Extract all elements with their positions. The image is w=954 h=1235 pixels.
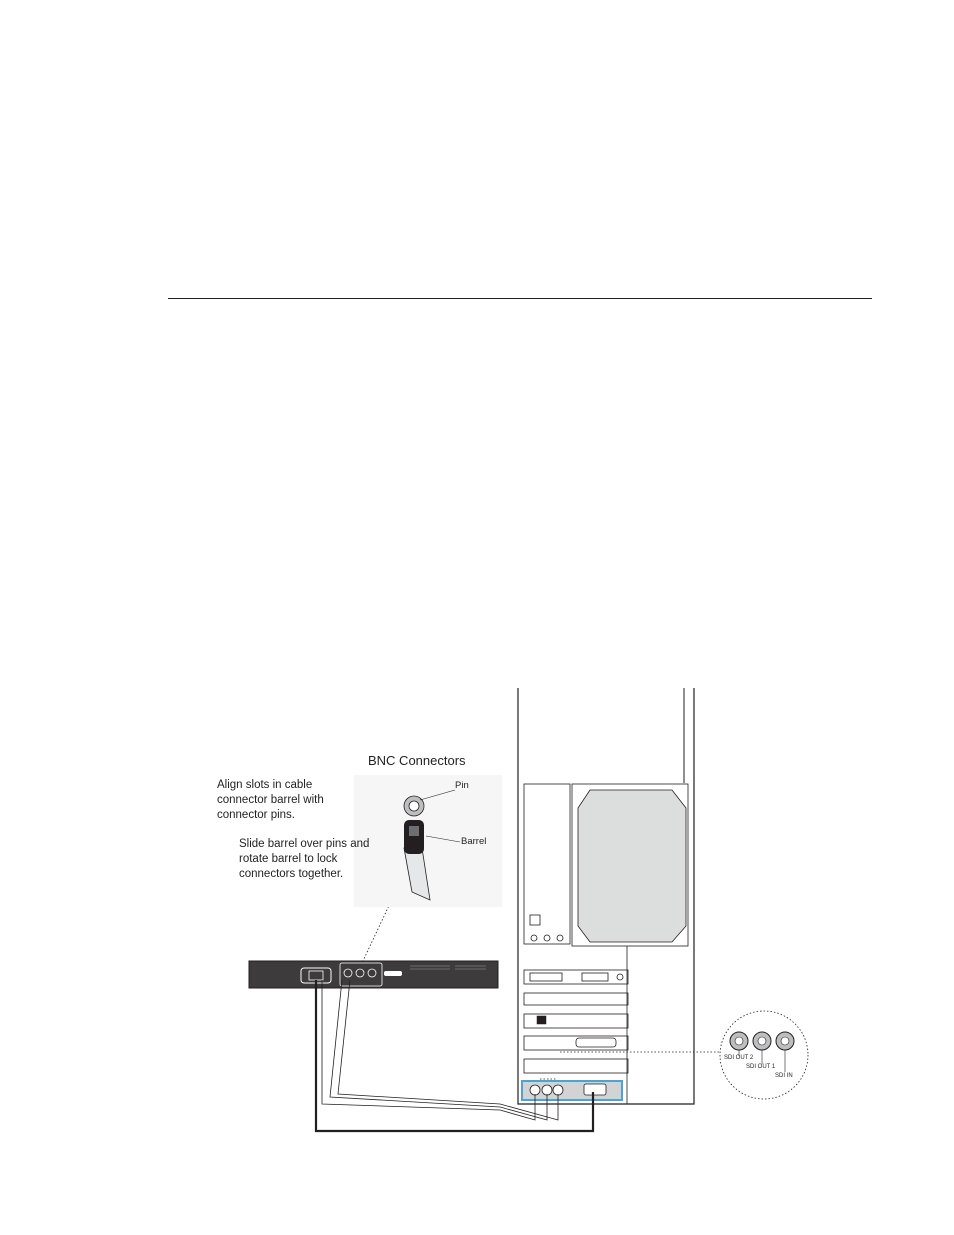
pin-label: Pin bbox=[455, 780, 469, 791]
sdi-in-label: SDI IN bbox=[775, 1073, 793, 1079]
instruction-slide: Slide barrel over pins and rotate barrel to lock connectors together. bbox=[239, 838, 370, 880]
cables bbox=[316, 980, 593, 1131]
bnc-port-icon bbox=[553, 1085, 563, 1095]
bnc-cable bbox=[330, 980, 547, 1120]
bnc-port-icon bbox=[530, 1085, 540, 1095]
barrel-label: Barrel bbox=[461, 836, 487, 847]
barrel-icon bbox=[404, 820, 424, 854]
sdi-out-1-label: SDI OUT 1 bbox=[746, 1064, 776, 1070]
computer-rear-panel bbox=[518, 688, 694, 1104]
video-card-bracket bbox=[522, 1081, 622, 1100]
dvi-port-icon bbox=[584, 1084, 606, 1095]
instruction-align: Align slots in cable connector barrel with connector pins. bbox=[217, 779, 324, 821]
bnc-cable bbox=[322, 980, 535, 1120]
bnc-port-icon bbox=[542, 1085, 552, 1095]
fan-grille bbox=[578, 790, 686, 942]
sdi-out-2-label: SDI OUT 2 bbox=[724, 1055, 754, 1061]
breakout-box bbox=[249, 961, 498, 988]
figure-title: BNC Connectors bbox=[368, 753, 466, 768]
